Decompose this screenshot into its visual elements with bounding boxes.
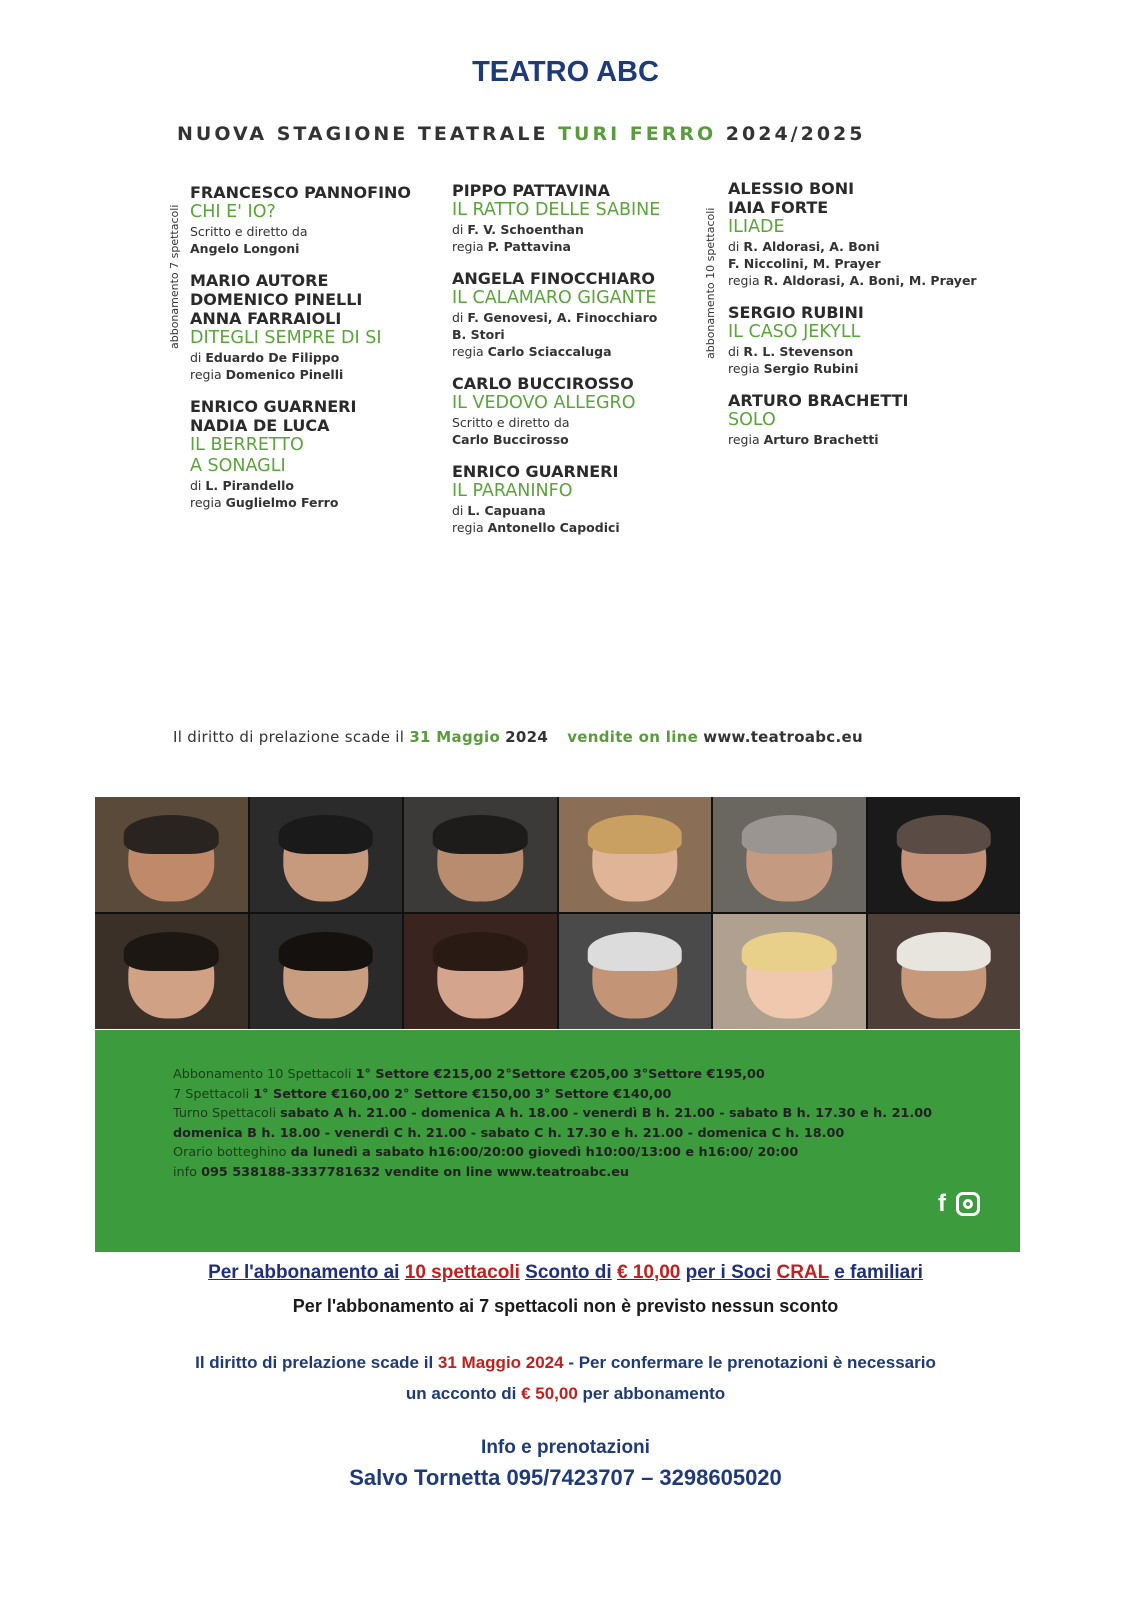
- pricing-text: 1° Settore €160,00 2° Settore €150,00 3° Settore €140,00: [253, 1086, 672, 1102]
- offer1-a: Per l'abbonamento ai: [208, 1262, 400, 1283]
- programme-item: [190, 397, 440, 511]
- programme-item: [728, 391, 978, 448]
- show-title: [190, 202, 440, 223]
- credit-name: Guglielmo Ferro: [225, 495, 339, 510]
- cast-photo: [250, 914, 403, 1029]
- credit-line: [728, 360, 978, 377]
- actor-names: [728, 179, 978, 217]
- programme-item: [452, 181, 702, 255]
- actor-name: PIPPO PATTAVINA: [452, 181, 611, 200]
- credit-name: F. V. Schoenthan: [467, 222, 584, 237]
- credit-line: [728, 255, 978, 272]
- season-heading: [177, 123, 865, 145]
- hair-shape: [124, 815, 219, 854]
- label-abbonamento-7: abbonamento 7 spettacoli: [168, 204, 181, 349]
- show-title: [452, 393, 702, 414]
- programme-item: [452, 269, 702, 360]
- contact-heading: Info e prenotazioni: [481, 1437, 650, 1458]
- pricing-label: Abbonamento 10 Spettacoli: [173, 1067, 352, 1082]
- actor-names: [728, 391, 978, 410]
- show-title: [728, 410, 978, 431]
- actor-name: DOMENICO PINELLI: [190, 290, 363, 309]
- hair-shape: [433, 815, 528, 854]
- credit-prefix: di: [190, 478, 206, 493]
- credit-prefix: Scritto e diretto da: [452, 415, 570, 430]
- offer1-amount: € 10,00: [616, 1262, 681, 1283]
- facebook-icon[interactable]: f: [938, 1190, 946, 1217]
- actor-name: IAIA FORTE: [728, 198, 829, 217]
- credit-prefix: regia: [728, 361, 764, 376]
- hair-shape: [278, 932, 373, 971]
- credit-prefix: regia: [728, 273, 764, 288]
- cast-photo: [868, 797, 1021, 912]
- credit-prefix: regia: [452, 239, 488, 254]
- cast-photo: [95, 797, 248, 912]
- hair-shape: [433, 932, 528, 971]
- show-title-line: IL PARANINFO: [452, 481, 573, 501]
- offer1-cral: CRAL: [776, 1262, 829, 1283]
- pricing-text: 1° Settore €215,00 2°Settore €205,00 3°Settore €195,00: [355, 1067, 765, 1082]
- show-title: [728, 322, 978, 343]
- pre2-a: un acconto di: [405, 1384, 517, 1403]
- credit-prefix: di: [728, 344, 744, 359]
- actor-names: [452, 462, 702, 481]
- actor-name: ALESSIO BONI: [728, 179, 855, 198]
- cast-photo: [250, 797, 403, 912]
- hair-shape: [587, 932, 682, 971]
- pricing-label: Turno Spettacoli: [173, 1106, 276, 1121]
- prelazione-text: Il diritto di prelazione scade il: [173, 728, 405, 746]
- actor-names: [452, 181, 702, 200]
- pricing-text: 095 538188-3337781632 vendite on line www.teatroabc.eu: [201, 1164, 629, 1180]
- actor-name: ANGELA FINOCCHIARO: [452, 269, 655, 288]
- credit-name: Arturo Brachetti: [763, 432, 879, 447]
- cast-photo: [713, 914, 866, 1029]
- credit-name: R. L. Stevenson: [743, 344, 854, 359]
- pricing-text: da lunedì a sabato h16:00/20:00 giovedì h10:00/13:00 e h16:00/ 20:00: [290, 1145, 799, 1160]
- credit-prefix: regia: [452, 344, 488, 359]
- actor-name: ANNA FARRAIOLI: [190, 309, 342, 328]
- credit-prefix: regia: [190, 367, 226, 382]
- programme-item: [452, 462, 702, 536]
- prelazione-date: 31 Maggio: [409, 728, 501, 746]
- hair-shape: [278, 815, 373, 854]
- credit-prefix: di: [190, 350, 206, 365]
- actor-name: CARLO BUCCIROSSO: [452, 374, 634, 393]
- credit-name: R. Aldorasi, A. Boni, M. Prayer: [763, 273, 977, 288]
- credit-name: B. Stori: [452, 327, 505, 342]
- offer1-b: Sconto di: [525, 1262, 612, 1283]
- actor-names: [190, 397, 440, 435]
- programme-column-1: [190, 183, 440, 525]
- pricing-line: [173, 1085, 932, 1105]
- pricing-text: sabato A h. 21.00 - domenica A h. 18.00 - venerdì B h. 21.00 - sabato B h. 17.30 e h. 21.00: [280, 1106, 933, 1121]
- show-title-line: IL CASO JEKYLL: [728, 322, 861, 342]
- programme-item: [728, 303, 978, 377]
- prelazione-deadline: [0, 1353, 1131, 1373]
- credit-line: [728, 343, 978, 360]
- credit-name: P. Pattavina: [487, 239, 571, 254]
- season-prefix: NUOVA STAGIONE TEATRALE: [177, 123, 549, 145]
- credit-prefix: di: [452, 503, 468, 518]
- credit-prefix: regia: [728, 432, 764, 447]
- pricing-line: [173, 1124, 932, 1144]
- credit-prefix: di: [452, 222, 468, 237]
- cast-photo: [559, 797, 712, 912]
- credit-name: L. Pirandello: [205, 478, 294, 493]
- actor-name: ENRICO GUARNERI: [452, 462, 619, 481]
- actor-names: [190, 271, 440, 328]
- programme-item: [728, 179, 978, 289]
- actor-name: NADIA DE LUCA: [190, 416, 330, 435]
- programme-column-2: [452, 181, 702, 550]
- season-highlight: TURI FERRO: [558, 123, 717, 145]
- credit-line: [190, 349, 440, 366]
- hair-shape: [896, 932, 991, 971]
- show-title: [728, 217, 978, 238]
- programme-item: [190, 183, 440, 257]
- pricing-line: [173, 1065, 932, 1085]
- credit-line: [452, 238, 702, 255]
- offer1-c: per i Soci: [685, 1262, 772, 1283]
- show-title-line: IL RATTO DELLE SABINE: [452, 200, 661, 220]
- no-discount-notice: Per l'abbonamento ai 7 spettacoli non è previsto nessun sconto: [292, 1296, 839, 1316]
- hair-shape: [742, 815, 837, 854]
- show-title-line: IL CALAMARO GIGANTE: [452, 288, 657, 308]
- credit-line: [452, 343, 702, 360]
- prelazione-notice: [173, 728, 863, 746]
- show-title-line: IL BERRETTO: [190, 435, 304, 455]
- credit-line: [190, 240, 440, 257]
- pricing-line: [173, 1143, 932, 1163]
- actor-names: [728, 303, 978, 322]
- show-title: [452, 481, 702, 502]
- pricing-box: [95, 1030, 1020, 1252]
- credit-name: Domenico Pinelli: [225, 367, 344, 382]
- credit-name: Angelo Longoni: [190, 241, 300, 256]
- website-link[interactable]: www.teatroabc.eu: [703, 728, 863, 746]
- pricing-label: Orario botteghino: [173, 1145, 287, 1160]
- pre1-a: Il diritto di prelazione scade il: [195, 1353, 434, 1372]
- deposit-notice: [0, 1384, 1131, 1404]
- hair-shape: [124, 932, 219, 971]
- show-title: [452, 200, 702, 221]
- season-flyer: [95, 101, 1020, 1271]
- credit-line: [728, 272, 978, 289]
- pre2-amount: € 50,00: [521, 1384, 578, 1403]
- cast-photo: [95, 914, 248, 1029]
- credit-line: [452, 502, 702, 519]
- prelazione-year: 2024: [505, 728, 549, 746]
- pricing-info: [173, 1065, 932, 1182]
- credit-line: [452, 414, 702, 431]
- hair-shape: [896, 815, 991, 854]
- credit-name: Eduardo De Filippo: [205, 350, 340, 365]
- offer1-num: 10 spettacoli: [404, 1262, 520, 1283]
- programme-column-3: [728, 179, 978, 462]
- credit-line: [452, 431, 702, 448]
- actor-names: [452, 374, 702, 393]
- programme-item: [190, 271, 440, 383]
- actor-name: ARTURO BRACHETTI: [728, 391, 909, 410]
- offer1-d: e familiari: [834, 1262, 923, 1283]
- pre2-b: per abbonamento: [582, 1384, 726, 1403]
- pre1-b: - Per confermare le prenotazioni è necessario: [568, 1353, 936, 1372]
- credit-prefix: di: [452, 310, 468, 325]
- show-title-line: DITEGLI SEMPRE DI SI: [190, 328, 382, 348]
- credit-line: [190, 477, 440, 494]
- show-title-line: A SONAGLI: [190, 456, 286, 476]
- pre1-date: 31 Maggio 2024: [437, 1353, 564, 1372]
- credit-line: [452, 309, 702, 326]
- show-title-line: CHI E' IO?: [190, 202, 276, 222]
- credit-line: [190, 366, 440, 383]
- credit-name: F. Genovesi, A. Finocchiaro: [467, 310, 658, 325]
- cast-photo: [559, 914, 712, 1029]
- credit-prefix: regia: [452, 520, 488, 535]
- show-title: [190, 328, 440, 349]
- actor-name: SERGIO RUBINI: [728, 303, 864, 322]
- actor-name: MARIO AUTORE: [190, 271, 329, 290]
- cast-photo: [404, 914, 557, 1029]
- credit-prefix: di: [728, 239, 744, 254]
- pricing-label: info: [173, 1164, 198, 1180]
- instagram-icon[interactable]: [956, 1192, 980, 1216]
- credit-name: L. Capuana: [467, 503, 546, 518]
- show-title: [190, 435, 440, 477]
- cast-photo: [713, 797, 866, 912]
- show-title-line: ILIADE: [728, 217, 785, 237]
- credit-line: [728, 238, 978, 255]
- contact-line: Salvo Tornetta 095/7423707 – 3298605020: [349, 1465, 782, 1490]
- credit-name: Carlo Sciaccaluga: [487, 344, 612, 359]
- pricing-line: [173, 1163, 932, 1183]
- pricing-text: domenica B h. 18.00 - venerdì C h. 21.00 - sabato C h. 17.30 e h. 21.00 - domenica C h. 18.00: [173, 1125, 845, 1141]
- pricing-label: 7 Spettacoli: [173, 1086, 250, 1102]
- cast-photo: [404, 797, 557, 912]
- credit-name: F. Niccolini, M. Prayer: [728, 256, 881, 271]
- credit-line: [190, 494, 440, 511]
- credit-line: [452, 221, 702, 238]
- label-abbonamento-10: abbonamento 10 spettacoli: [704, 207, 717, 359]
- credit-line: [728, 431, 978, 448]
- actor-names: [452, 269, 702, 288]
- cral-discount-notice: [0, 1262, 1131, 1284]
- credit-line: [452, 519, 702, 536]
- credit-name: Sergio Rubini: [763, 361, 859, 376]
- show-title: [452, 288, 702, 309]
- pricing-line: [173, 1104, 932, 1124]
- actor-name: FRANCESCO PANNOFINO: [190, 183, 412, 202]
- hair-shape: [742, 932, 837, 971]
- show-title-line: IL VEDOVO ALLEGRO: [452, 393, 636, 413]
- credit-line: [190, 223, 440, 240]
- credit-name: Antonello Capodici: [487, 520, 620, 535]
- social-icons: [938, 1190, 980, 1218]
- credit-name: R. Aldorasi, A. Boni: [743, 239, 880, 254]
- cast-photo-grid: [95, 797, 1020, 1029]
- show-title-line: SOLO: [728, 410, 776, 430]
- hair-shape: [587, 815, 682, 854]
- actor-names: [190, 183, 440, 202]
- online-sales-label: vendite on line: [567, 728, 699, 746]
- credit-prefix: Scritto e diretto da: [190, 224, 308, 239]
- cast-photo: [868, 914, 1021, 1029]
- credit-prefix: regia: [190, 495, 226, 510]
- credit-line: [452, 326, 702, 343]
- season-years: 2024/2025: [725, 123, 866, 145]
- actor-name: ENRICO GUARNERI: [190, 397, 357, 416]
- programme-item: [452, 374, 702, 448]
- page-title: TEATRO ABC: [472, 56, 659, 88]
- credit-name: Carlo Buccirosso: [452, 432, 569, 447]
